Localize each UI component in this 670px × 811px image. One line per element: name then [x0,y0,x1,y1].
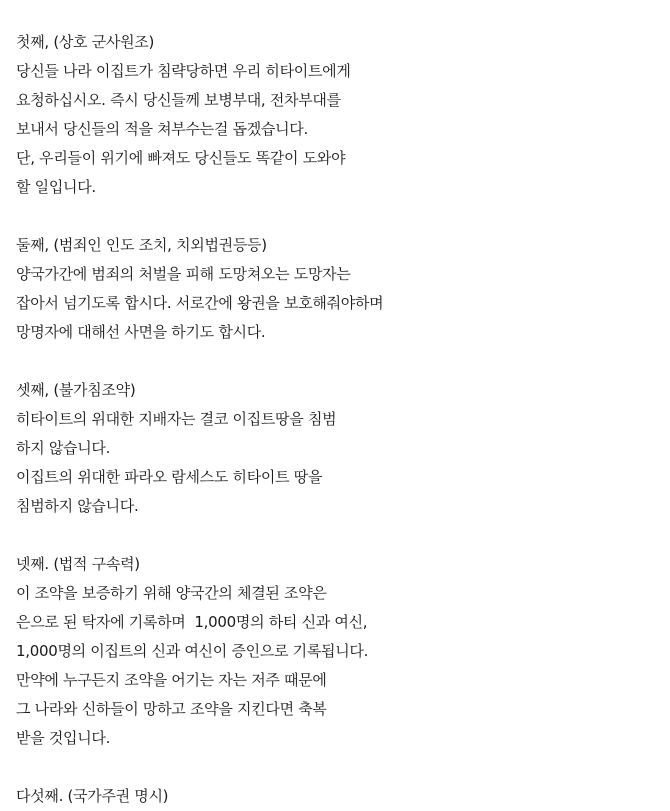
text-line: 양국가간에 범죄의 처벌을 피해 도망쳐오는 도망자는 [16,265,351,283]
document-body [16,28,656,811]
text-line: 보내서 당신들의 적을 쳐부수는걸 돕겠습니다. [16,120,308,138]
section-heading: 첫째, (상호 군사원조) [16,33,155,51]
section-heading: 넷째. (법적 구속력) [16,555,140,573]
text-line: 1,000명의 이집트의 신과 여신이 증인으로 기록됩니다. [16,642,369,660]
text-line: 할 일입니다. [16,178,96,196]
paragraph-gap [16,521,656,550]
text-line: 이집트의 위대한 파라오 람세스도 히타이트 땅을 [16,468,323,486]
paragraph-gap [16,202,656,231]
section-heading: 둘째, (범죄인 인도 조치, 치외법권등등) [16,236,267,254]
text-line: 만약에 누구든지 조약을 어기는 자는 저주 때문에 [16,671,327,689]
text-line: 받을 것입니다. [16,729,111,747]
text-line: 그 나라와 신하들이 망하고 조약을 지킨다면 축복 [16,700,327,718]
text-line: 망명자에 대해선 사면을 하기도 합시다. [16,323,266,341]
text-line: 이 조약을 보증하기 위해 양국간의 체결된 조약은 [16,584,327,602]
text-line: 히타이트의 위대한 지배자는 결코 이집트땅을 침범 [16,410,337,428]
section-heading: 셋째, (불가침조약) [16,381,136,399]
text-line: 침범하지 않습니다. [16,497,139,515]
text-line: 잡아서 넘기도록 합시다. 서로간에 왕권을 보호해줘야하며 [16,294,384,312]
text-line: 당신들 나라 이집트가 침략당하면 우리 히타이트에게 [16,62,351,80]
text-line: 요청하십시오. 즉시 당신들께 보병부대, 전차부대를 [16,91,341,109]
paragraph-gap [16,753,656,782]
section-heading: 다섯째. (국가주권 명시) [16,787,169,805]
paragraph-gap [16,347,656,376]
text-line: 하지 않습니다. [16,439,111,457]
text-line: 은으로 된 탁자에 기록하며 1,000명의 하티 신과 여신, [16,613,368,631]
text-line: 단, 우리들이 위기에 빠져도 당신들도 똑같이 도와야 [16,149,346,167]
